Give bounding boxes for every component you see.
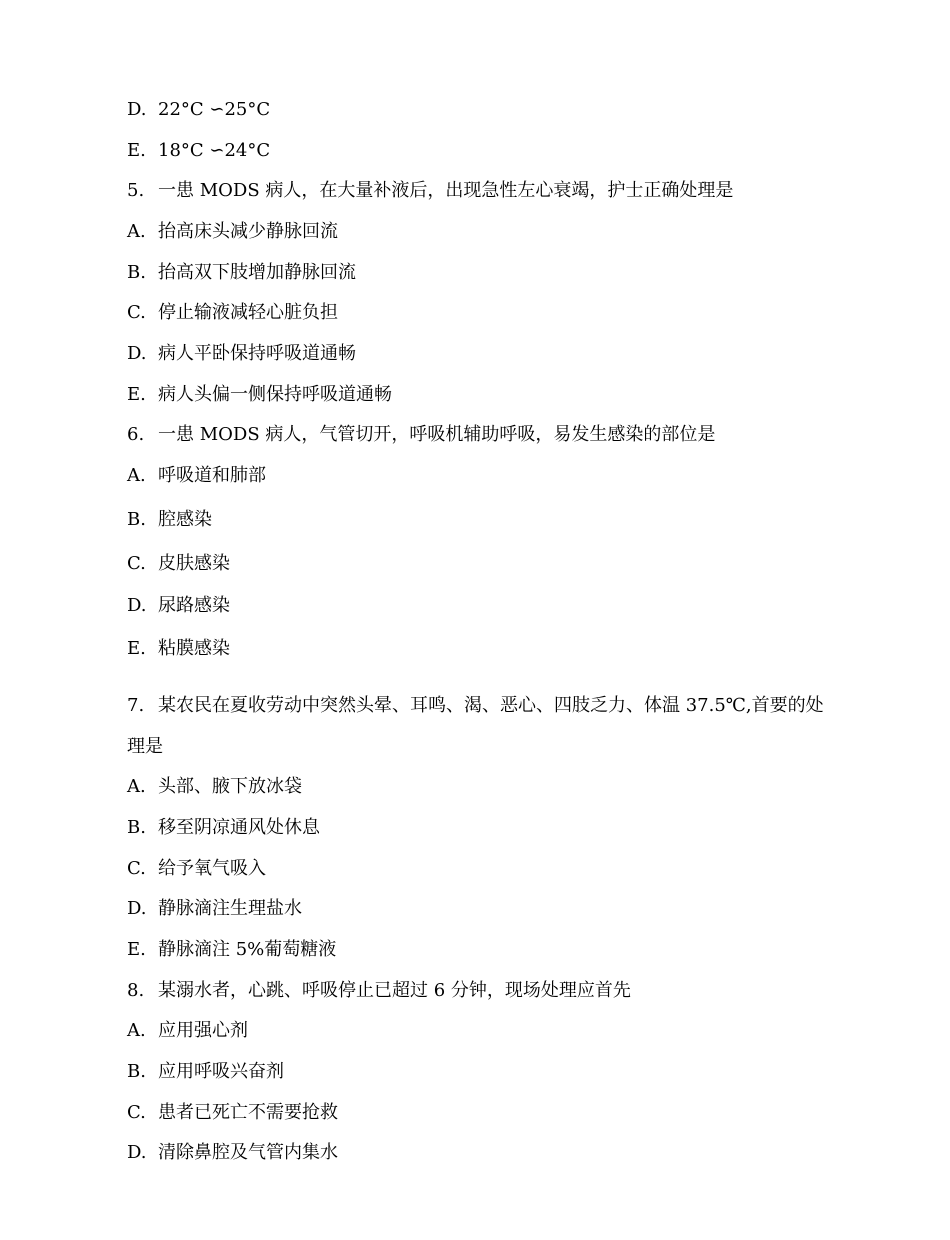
option-line	[127, 637, 867, 661]
option-marker: B.	[127, 509, 146, 530]
option-line	[127, 897, 867, 921]
question-continuation	[127, 735, 867, 759]
option-text: 给予氧气吸入	[158, 858, 266, 879]
option-text: 清除鼻腔及气管内集水	[158, 1142, 338, 1163]
option-text: 腔感染	[158, 509, 212, 530]
option-text: 停止输液减轻心脏负担	[158, 302, 338, 323]
option-marker: B.	[127, 817, 146, 838]
option-text: 皮肤感染	[158, 553, 230, 574]
option-line	[127, 775, 867, 799]
option-line	[127, 464, 867, 488]
option-line	[127, 342, 867, 366]
option-line	[127, 816, 867, 840]
option-text: 静脉滴注 5%葡萄糖液	[158, 939, 337, 960]
option-marker: B.	[127, 262, 146, 283]
option-line	[127, 938, 867, 962]
option-text: 病人头偏一侧保持呼吸道通畅	[158, 384, 392, 405]
option-marker: E.	[127, 384, 146, 405]
option-line	[127, 220, 867, 244]
question-line	[127, 423, 867, 447]
question-line	[127, 179, 867, 203]
option-text: 头部、腋下放冰袋	[158, 776, 302, 797]
option-text: 18°C ∽24°C	[158, 140, 271, 161]
option-line	[127, 98, 867, 122]
question-text: 某溺水者，心跳、呼吸停止已超过 6 分钟，现场处理应首先	[158, 980, 631, 1001]
option-marker: C.	[127, 858, 146, 879]
option-line	[127, 301, 867, 325]
option-line	[127, 1019, 867, 1043]
option-line	[127, 1060, 867, 1084]
option-text: 应用强心剂	[158, 1020, 248, 1041]
option-marker: C.	[127, 553, 146, 574]
option-text: 抬高床头减少静脉回流	[158, 221, 338, 242]
option-line	[127, 1141, 867, 1165]
option-marker: D.	[127, 898, 147, 919]
option-marker: B.	[127, 1061, 146, 1082]
option-text: 抬高双下肢增加静脉回流	[158, 262, 356, 283]
option-marker: D.	[127, 99, 147, 120]
question-text: 一患 MODS 病人，在大量补液后，出现急性左心衰竭，护士正确处理是	[158, 180, 734, 201]
option-text: 尿路感染	[158, 595, 230, 616]
option-marker: C.	[127, 302, 146, 323]
option-line	[127, 383, 867, 407]
question-number: 6.	[127, 424, 145, 445]
option-marker: D.	[127, 595, 147, 616]
question-text-continued: 理是	[127, 736, 163, 757]
option-text: 移至阴凉通风处休息	[158, 817, 320, 838]
option-line	[127, 261, 867, 285]
option-text: 静脉滴注生理盐水	[158, 898, 302, 919]
question-number: 5.	[127, 180, 145, 201]
question-text: 一患 MODS 病人，气管切开，呼吸机辅助呼吸，易发生感染的部位是	[158, 424, 716, 445]
option-marker: A.	[127, 1020, 146, 1041]
question-number: 7.	[127, 695, 145, 716]
option-line	[127, 594, 867, 618]
option-marker: A.	[127, 221, 146, 242]
option-line	[127, 1101, 867, 1125]
option-text: 患者已死亡不需要抢救	[158, 1102, 338, 1123]
option-marker: E.	[127, 638, 146, 659]
option-marker: A.	[127, 465, 146, 486]
option-line	[127, 508, 867, 532]
option-text: 呼吸道和肺部	[158, 465, 266, 486]
option-text: 22°C ∽25°C	[158, 99, 271, 120]
option-marker: D.	[127, 343, 147, 364]
option-marker: A.	[127, 776, 146, 797]
option-text: 应用呼吸兴奋剂	[158, 1061, 284, 1082]
option-line	[127, 857, 867, 881]
question-line	[127, 979, 867, 1003]
option-marker: E.	[127, 140, 146, 161]
question-text: 某农民在夏收劳动中突然头晕、耳鸣、渴、恶心、四肢乏力、体温 37.5℃,首要的处	[158, 695, 824, 716]
option-text: 病人平卧保持呼吸道通畅	[158, 343, 356, 364]
option-marker: C.	[127, 1102, 146, 1123]
option-marker: E.	[127, 939, 146, 960]
option-text: 粘膜感染	[158, 638, 230, 659]
option-line	[127, 139, 867, 163]
question-number: 8.	[127, 980, 145, 1001]
question-line	[127, 694, 867, 718]
option-marker: D.	[127, 1142, 147, 1163]
option-line	[127, 552, 867, 576]
